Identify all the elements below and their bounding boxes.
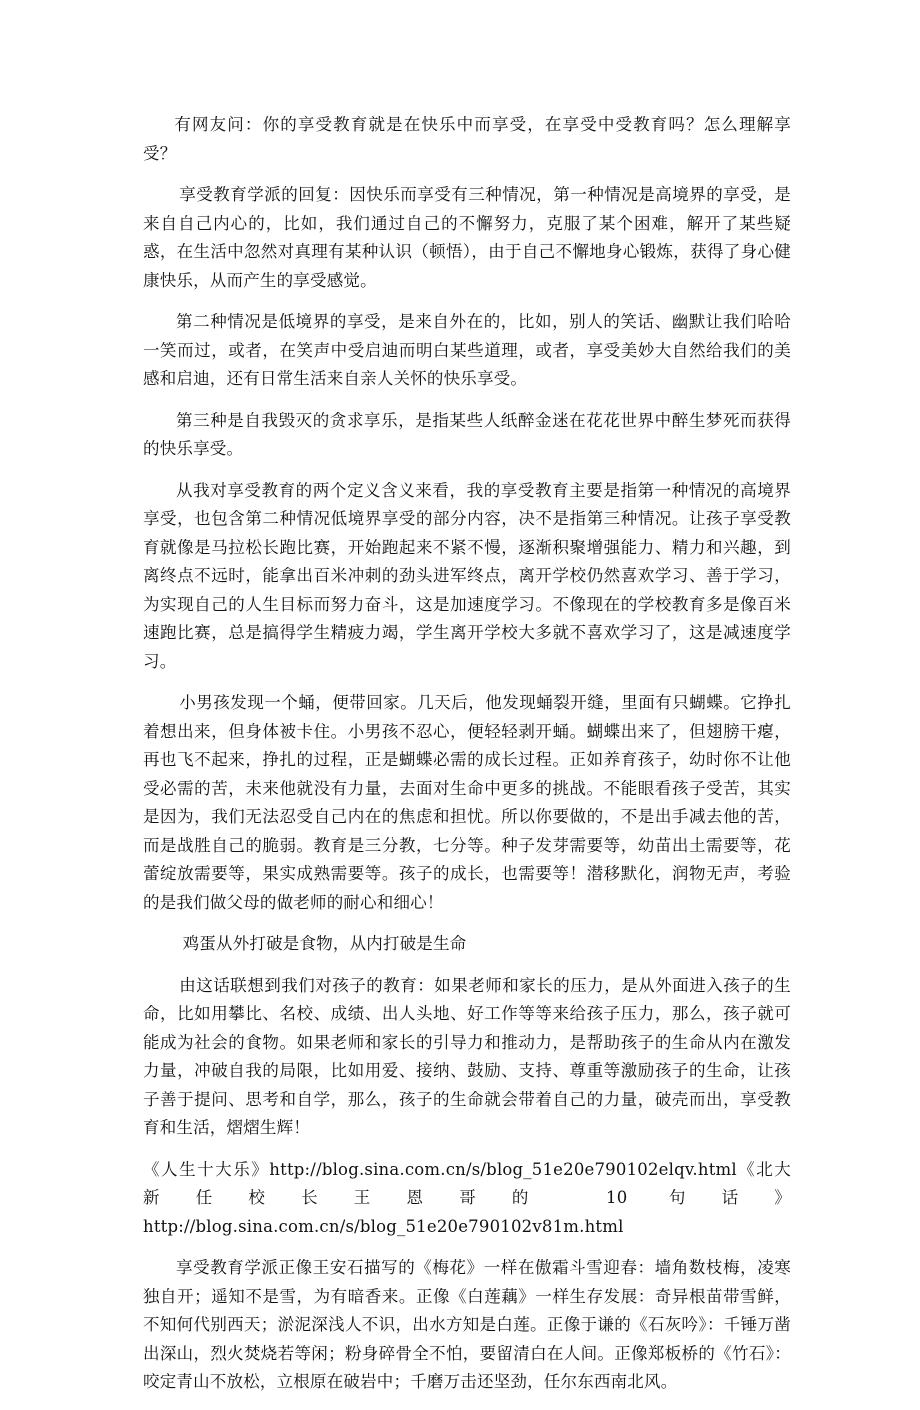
paragraph-egg-heading: 鸡蛋从外打破是食物，从内打破是生命 — [182, 934, 467, 953]
paragraph-third-case: 第三种是自我毁灭的贪求享乐，是指某些人纸醉金迷在花花世界中醉生梦死而获得的快乐享受。 — [143, 410, 791, 458]
paragraph-question: 有网友问：你的享受教育就是在快乐中而享受，在享受中受教育吗？怎么理解享受？ — [143, 115, 791, 163]
paragraph-blog-links: 《人生十大乐》http://blog.sina.com.cn/s/blog_51e20e790102elqv.html《北大新任校长王恩哥的 10 句话》http://blog.sina.com.cn/s/blog_51e20e790102v81m.html — [143, 1159, 791, 1236]
paragraph-egg-reflection: 由这话联想到我们对孩子的教育：如果老师和家长的压力，是从外面进入孩子的生命，比如用攀比、名校、成绩、出人头地、好工作等等来给孩子压力，那么，孩子就可能成为社会的食物。如果老师和家长的引导力和推动力，是帮助孩子的生命从内在激发力量，冲破自我的局限，比如用爱、接纳、鼓励、支持、尊重等激励孩子的生命，让孩子善于提问、思考和自学，那么，孩子的生命就会带着自己的力量，破壳而出，享受教育和生活，熠熠生辉！ — [143, 975, 791, 1137]
document-body — [143, 111, 791, 1410]
paragraph-poems: 享受教育学派正像王安石描写的《梅花》一样在傲霜斗雪迎春：墙角数枝梅，凌寒独自开；遥知不是雪，为有暗香来。正像《白莲藕》一样生存发展：奇异根苗带雪鲜，不知何代别西天；淤泥深浅人不识，出水方知是白莲。正像于谦的《石灰吟》：千锤万凿出深山，烈火焚烧若等闲；粉身碎骨全不怕，要留清白在人间。正像郑板桥的《竹石》：咬定青山不放松，立根原在破岩中；千磨万击还坚劲，任尔东西南北风。 — [143, 1258, 791, 1391]
paragraph-second-case: 第二种情况是低境界的享受，是来自外在的，比如，别人的笑话、幽默让我们哈哈一笑而过，或者，在笑声中受启迪而明白某些道理，或者，享受美妙大自然给我们的美感和启迪，还有日常生活来自亲人关怀的快乐享受。 — [143, 312, 791, 388]
paragraph-reply-first-case: 享受教育学派的回复：因快乐而享受有三种情况，第一种情况是高境界的享受，是来自自己内心的，比如，我们通过自己的不懈努力，克服了某个困难，解开了某些疑惑，在生活中忽然对真理有某种认识（顿悟），由于自己不懈地身心锻炼，获得了身心健康快乐，从而产生的享受感觉。 — [143, 185, 791, 290]
paragraph-definition: 从我对享受教育的两个定义含义来看，我的享受教育主要是指第一种情况的高境界享受，也包含第二种情况低境界享受的部分内容，决不是指第三种情况。让孩子享受教育就像是马拉松长跑比赛，开始跑起来不紧不慢，逐渐积聚增强能力、精力和兴趣，到离终点不远时，能拿出百米冲刺的劲头进军终点，离开学校仍然喜欢学习、善于学习，为实现自己的人生目标而努力奋斗，这是加速度学习。不像现在的学校教育多是像百米速跑比赛，总是搞得学生精疲力竭，学生离开学校大多就不喜欢学习了，这是减速度学习。 — [143, 480, 791, 671]
paragraph-butterfly-story: 小男孩发现一个蛹，便带回家。几天后，他发现蛹裂开缝，里面有只蝴蝶。它挣扎着想出来，但身体被卡住。小男孩不忍心，便轻轻剥开蛹。蝴蝶出来了，但翅膀干瘪，再也飞不起来，挣扎的过程，正是蝴蝶必需的成长过程。正如养育孩子，幼时你不让他受必需的苦，未来他就没有力量，去面对生命中更多的挑战。不能眼看孩子受苦，其实是因为，我们无法忍受自己内在的焦虑和担忧。所以你要做的，不是出手减去他的苦，而是战胜自己的脆弱。教育是三分教，七分等。种子发芽需要等，幼苗出土需要等，花蕾绽放需要等，果实成熟需要等。孩子的成长，也需要等！潜移默化，润物无声，考验的是我们做父母的做老师的耐心和细心！ — [143, 693, 791, 912]
